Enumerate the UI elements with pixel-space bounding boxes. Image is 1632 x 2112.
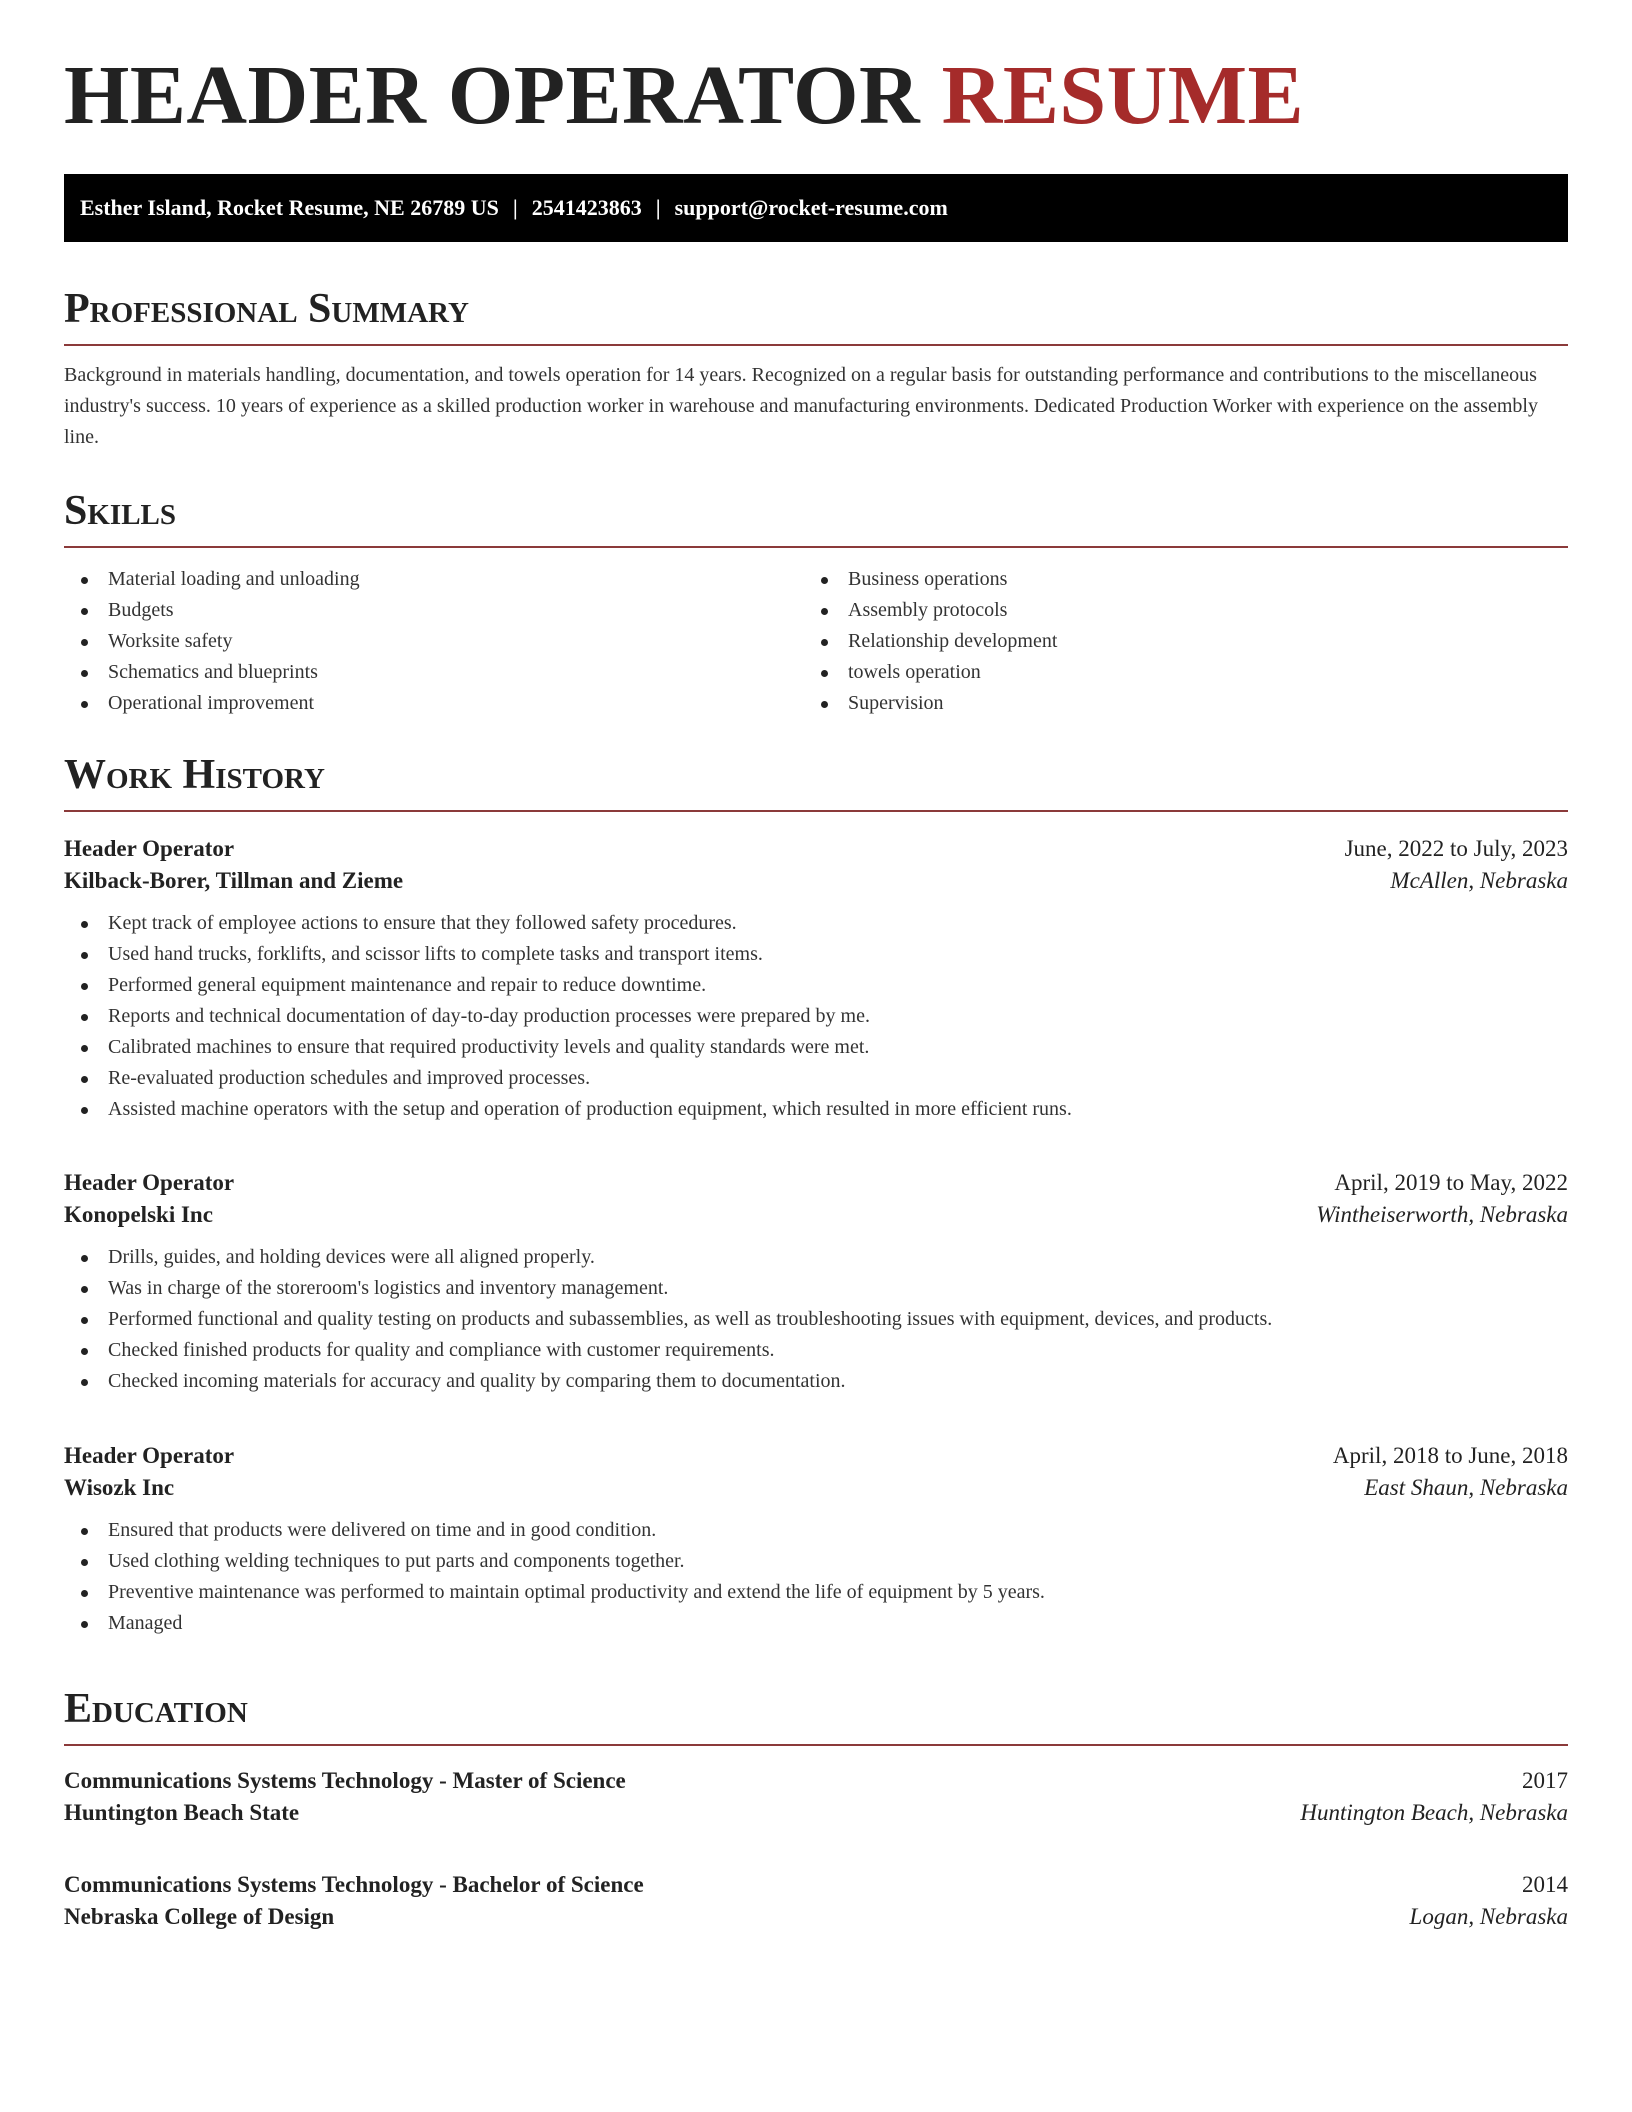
summary-text: Background in materials handling, documentation, and towels operation for 14 years. Recognized on a regular basis for outstanding performance and contributions to the miscellaneous industry's success. 10 years of experience as a skilled production worker in warehouse and manufacturing environments. Dedicated Production Worker with experience on the assembly line. (64, 364, 1538, 448)
summary-heading: Professional Summary (64, 286, 469, 332)
skill-item: Material loading and unloading (64, 564, 804, 595)
education-school: Huntington Beach State (64, 1800, 300, 1825)
skills-list-left (64, 564, 804, 719)
contact-address: Esther Island, Rocket Resume, NE 26789 US (80, 195, 499, 220)
education-degree: Communications Systems Technology - Master of Science (64, 1768, 626, 1793)
job-bullet: Assisted machine operators with the setup and operation of production equipment, which resulted in more efficient runs. (64, 1094, 1568, 1125)
skill-item: Supervision (804, 688, 1544, 719)
education-location: Huntington Beach, Nebraska (1300, 1800, 1568, 1825)
job-bullets (64, 1515, 1568, 1639)
job-bullet: Checked finished products for quality and compliance with customer requirements. (64, 1335, 1568, 1366)
job-bullet: Re-evaluated production schedules and improved processes. (64, 1063, 1568, 1094)
job-bullet: Preventive maintenance was performed to maintain optimal productivity and extend the life of equipment by 5 years. (64, 1577, 1568, 1608)
skills-divider (64, 546, 1568, 548)
job-bullet: Performed general equipment maintenance and repair to reduce downtime. (64, 970, 1568, 1001)
education-school: Nebraska College of Design (64, 1904, 335, 1929)
education-school-row (64, 1904, 1568, 1930)
education-year: 2014 (1522, 1872, 1568, 1897)
resume-page (64, 0, 1568, 1929)
job-bullets (64, 1242, 1568, 1397)
work-history-heading: Work History (64, 752, 325, 798)
job-bullet: Used clothing welding techniques to put parts and components together. (64, 1546, 1568, 1577)
education-degree: Communications Systems Technology - Bachelor of Science (64, 1872, 644, 1897)
job-dates: April, 2019 to May, 2022 (1334, 1170, 1568, 1195)
job-title: Header Operator (64, 836, 235, 861)
job-location: McAllen, Nebraska (1390, 868, 1568, 893)
contact-separator: | (655, 195, 661, 220)
job-bullet: Performed functional and quality testing on products and subassemblies, as well as troubleshooting issues with equipment, devices, and products. (64, 1304, 1568, 1335)
job-bullet: Managed (64, 1608, 1568, 1639)
job-company-row (64, 868, 1568, 894)
job-bullet: Calibrated machines to ensure that required productivity levels and quality standards were met. (64, 1032, 1568, 1063)
work-history-section (64, 754, 1568, 812)
skill-item: Relationship development (804, 626, 1544, 657)
job-bullet: Checked incoming materials for accuracy and quality by comparing them to documentation. (64, 1366, 1568, 1397)
skills-heading: Skills (64, 488, 177, 534)
skills-grid (64, 564, 1568, 719)
job-header-row (64, 1170, 1568, 1196)
job-title: Header Operator (64, 1170, 235, 1195)
job-bullet: Reports and technical documentation of day-to-day production processes were prepared by me. (64, 1001, 1568, 1032)
skill-item: Business operations (804, 564, 1544, 595)
summary-divider (64, 344, 1568, 346)
contact-phone: 2541423863 (531, 195, 642, 220)
education-degree-row (64, 1872, 1568, 1898)
job-company-row (64, 1202, 1568, 1228)
skill-item: towels operation (804, 657, 1544, 688)
job-location: East Shaun, Nebraska (1364, 1475, 1568, 1500)
skills-list-right (804, 564, 1544, 719)
work-history-divider (64, 810, 1568, 812)
job-bullet: Used hand trucks, forklifts, and scissor lifts to complete tasks and transport items. (64, 939, 1568, 970)
education-entry (64, 1872, 1568, 1930)
job-bullet: Kept track of employee actions to ensure that they followed safety procedures. (64, 908, 1568, 939)
job-dates: June, 2022 to July, 2023 (1344, 836, 1568, 861)
education-school-row (64, 1800, 1568, 1826)
contact-email: support@rocket-resume.com (674, 195, 948, 220)
job-entry (64, 1443, 1568, 1639)
education-year: 2017 (1522, 1768, 1568, 1793)
education-degree-row (64, 1768, 1568, 1794)
job-entry (64, 1170, 1568, 1397)
job-location: Wintheiserworth, Nebraska (1316, 1202, 1568, 1227)
resume-title (64, 49, 1568, 142)
job-company-row (64, 1475, 1568, 1501)
job-company: Wisozk Inc (64, 1475, 175, 1500)
education-divider (64, 1744, 1568, 1746)
job-entry (64, 836, 1568, 1125)
summary-section (64, 288, 1568, 453)
education-entry (64, 1768, 1568, 1826)
title-main: HEADER OPERATOR (64, 49, 921, 142)
job-company: Kilback-Borer, Tillman and Zieme (64, 868, 404, 893)
skill-item: Worksite safety (64, 626, 804, 657)
job-bullet: Was in charge of the storeroom's logistics and inventory management. (64, 1273, 1568, 1304)
job-title: Header Operator (64, 1443, 235, 1468)
job-bullets (64, 908, 1568, 1125)
job-bullet: Drills, guides, and holding devices were all aligned properly. (64, 1242, 1568, 1273)
skill-item: Budgets (64, 595, 804, 626)
skill-item: Operational improvement (64, 688, 804, 719)
job-company: Konopelski Inc (64, 1202, 213, 1227)
skill-item: Schematics and blueprints (64, 657, 804, 688)
job-dates: April, 2018 to June, 2018 (1332, 1443, 1568, 1468)
contact-separator: | (512, 195, 518, 220)
job-bullet: Ensured that products were delivered on time and in good condition. (64, 1515, 1568, 1546)
skill-item: Assembly protocols (804, 595, 1544, 626)
contact-bar (64, 174, 1568, 242)
education-section (64, 1688, 1568, 1746)
education-location: Logan, Nebraska (1409, 1904, 1568, 1929)
skills-section (64, 490, 1568, 719)
education-heading: Education (64, 1686, 248, 1732)
job-header-row (64, 836, 1568, 862)
job-header-row (64, 1443, 1568, 1469)
title-accent: RESUME (941, 49, 1305, 142)
